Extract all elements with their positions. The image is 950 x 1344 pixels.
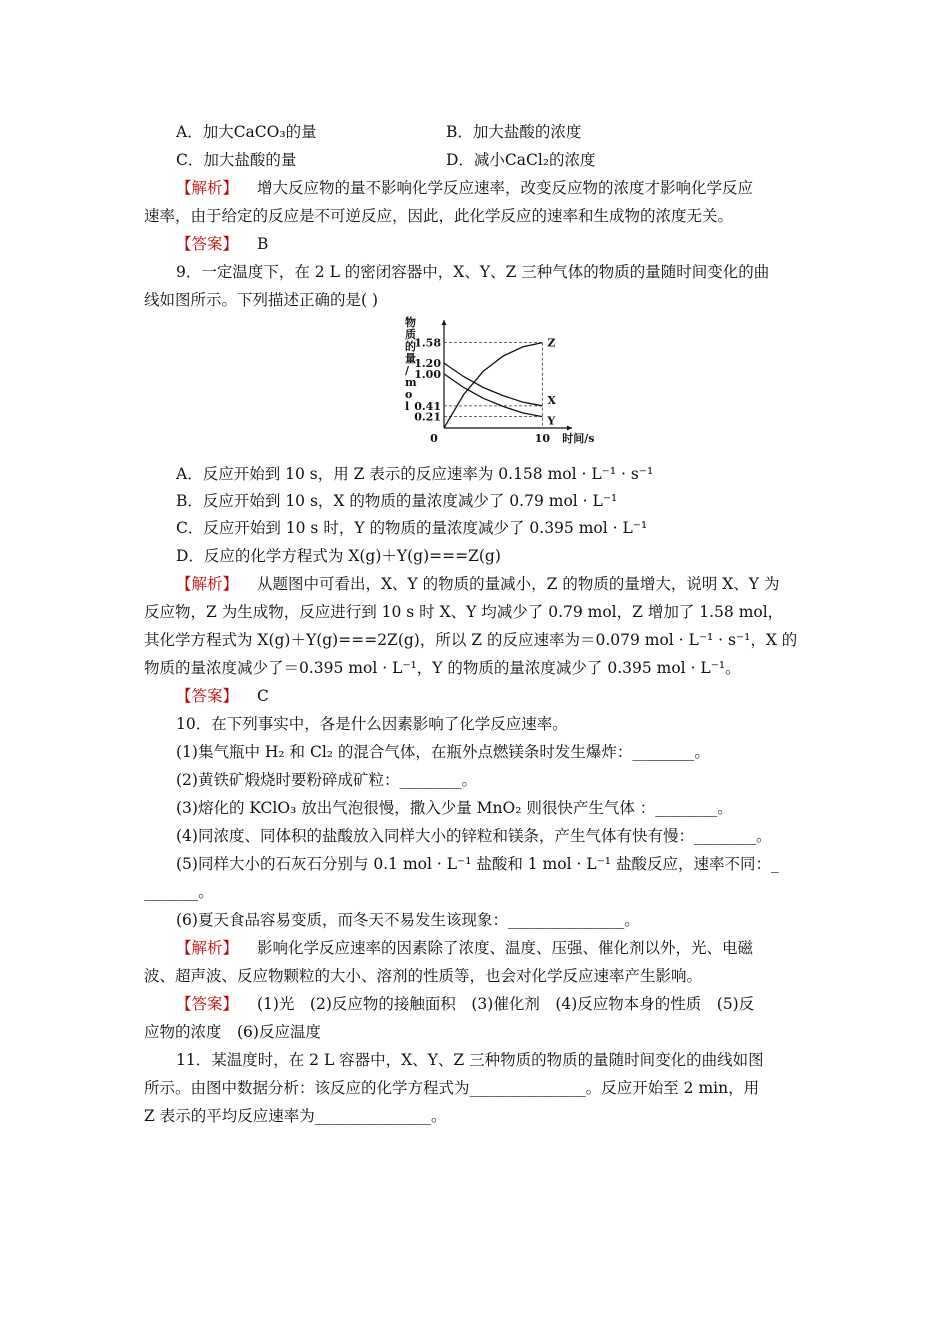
q8-answer (176, 234, 268, 254)
q10-answer-line-1 (176, 994, 754, 1014)
analysis-tag: 【解析】 (176, 179, 239, 197)
q11-stem-line-2: 所示。由图中数据分析：该反应的化学方程式为_______________。反应开始至 2 min，用 (144, 1079, 760, 1097)
q8-option-b: B．加大盐酸的浓度 (446, 123, 582, 141)
q9-analysis-line-4: 物质的量浓度减少了＝0.395 mol · L⁻¹，Y 的物质的量浓度减少了 0.395 mol · L⁻¹。 (144, 659, 741, 677)
y-tick-label: 1.20 (414, 357, 441, 371)
y-axis-arrow (442, 320, 447, 325)
q9-option-b: B．反应开始到 10 s，X 的物质的量浓度减少了 0.79 mol · L⁻¹ (176, 492, 618, 510)
series-label-x: X (547, 393, 556, 407)
answer-text: (1)光 (2)反应物的接触面积 (3)催化剂 (4)反应物本身的性质 (5)反 (256, 995, 755, 1013)
answer-text: B (256, 235, 269, 253)
q8-analysis-line-2: 速率，由于给定的反应是不可逆反应，因此，此化学反应的速率和生成物的浓度无关。 (144, 207, 734, 225)
q9-analysis-line-1 (176, 574, 779, 594)
series-label-y: Y (547, 414, 556, 428)
answer-tag: 【答案】 (176, 995, 239, 1013)
series-line-z (444, 343, 542, 428)
answer-tag: 【答案】 (176, 235, 239, 253)
q10-analysis-line-1 (176, 938, 753, 958)
x-axis-arrow (567, 426, 572, 431)
q10-sub-2: (2)黄铁矿煅烧时要粉碎成矿粒：________。 (176, 771, 477, 789)
y-tick-label: 0.21 (414, 410, 441, 424)
q10-sub-1: (1)集气瓶中 H₂ 和 Cl₂ 的混合气体，在瓶外点燃镁条时发生爆炸：________。 (176, 743, 710, 761)
q8-analysis-line-1 (176, 178, 753, 198)
q9-answer (176, 686, 269, 706)
q11-stem-line-1: 11．某温度时，在 2 L 容器中，X、Y、Z 三种物质的物质的量随时间变化的曲线如图 (176, 1051, 764, 1069)
y-tick-label: 1.00 (414, 367, 441, 381)
analysis-text: 从题图中可看出，X、Y 的物质的量减小，Z 的物质的量增大，说明 X、Y 为 (256, 575, 780, 593)
y-tick-label: 1.58 (414, 336, 441, 350)
q9-option-a: A．反应开始到 10 s，用 Z 表示的反应速率为 0.158 mol · L⁻¹ · s⁻¹ (176, 465, 654, 483)
x-tick-label: 0 (430, 432, 438, 445)
q9-stem-line-1: 9．一定温度下，在 2 L 的密闭容器中，X、Y、Z 三种气体的物质的量随时间变化的曲 (176, 263, 770, 281)
q8-option-a: A．加大CaCO₃的量 (176, 123, 317, 141)
q10-sub-5-cont: _______。 (144, 883, 214, 901)
analysis-text: 增大反应物的量不影响化学反应速率，改变反应物的浓度才影响化学反应 (256, 179, 753, 197)
q10-stem: 10．在下列事实中，各是什么因素影响了化学反应速率。 (176, 715, 568, 733)
analysis-tag: 【解析】 (176, 939, 239, 957)
series-label-z: Z (547, 336, 556, 350)
q10-sub-4: (4)同浓度、同体积的盐酸放入同样大小的锌粒和镁条，产生气体有快有慢：________。 (176, 827, 772, 845)
q8-option-d: D．减小CaCl₂的浓度 (446, 151, 596, 169)
answer-tag: 【答案】 (176, 687, 239, 705)
q9-option-c: C．反应开始到 10 s 时，Y 的物质的量浓度减少了 0.395 mol · L⁻¹ (176, 519, 648, 537)
q9-chart (388, 316, 598, 452)
q10-sub-5: (5)同样大小的石灰石分别与 0.1 mol · L⁻¹ 盐酸和 1 mol · L⁻¹ 盐酸反应，速率不同：_ (176, 855, 779, 873)
q11-stem-line-3: Z 表示的平均反应速率为_______________。 (144, 1107, 447, 1125)
analysis-tag: 【解析】 (176, 575, 239, 593)
series-line-y (444, 374, 542, 417)
q10-sub-3: (3)熔化的 KClO₃ 放出气泡很慢，撒入少量 MnO₂ 则很快产生气体 ：________。 (176, 799, 733, 817)
q10-sub-6: (6)夏天食品容易变质，而冬天不易发生该现象：_______________。 (176, 911, 640, 929)
y-tick-label: 0.41 (414, 399, 441, 413)
x-axis-label: 时间/s (562, 432, 595, 445)
q9-stem-line-2: 线如图所示。下列描述正确的是( ) (144, 291, 379, 309)
x-tick-label: 10 (534, 432, 550, 445)
q9-analysis-line-3: 其化学方程式为 X(g)＋Y(g)===2Z(g)，所以 Z 的反应速率为＝0.079 mol · L⁻¹ · s⁻¹，X 的 (144, 631, 798, 649)
q9-analysis-line-2: 反应物，Z 为生成物，反应进行到 10 s 时 X、Y 均减少了 0.79 mol，Z 增加了 1.58 mol， (144, 603, 784, 621)
y-axis-label: 物质的量/ m o l (405, 316, 417, 413)
q9-option-d: D．反应的化学方程式为 X(g)＋Y(g)===Z(g) (176, 547, 501, 565)
answer-text: C (256, 687, 269, 705)
q10-analysis-line-2: 波、超声波、反应物颗粒的大小、溶剂的性质等，也会对化学反应速率产生影响。 (144, 967, 703, 985)
q10-answer-line-2: 应物的浓度 (6)反应温度 (144, 1023, 321, 1041)
q8-option-c: C．加大盐酸的量 (176, 151, 297, 169)
analysis-text: 影响化学反应速率的因素除了浓度、温度、压强、催化剂以外，光、电磁 (256, 939, 753, 957)
